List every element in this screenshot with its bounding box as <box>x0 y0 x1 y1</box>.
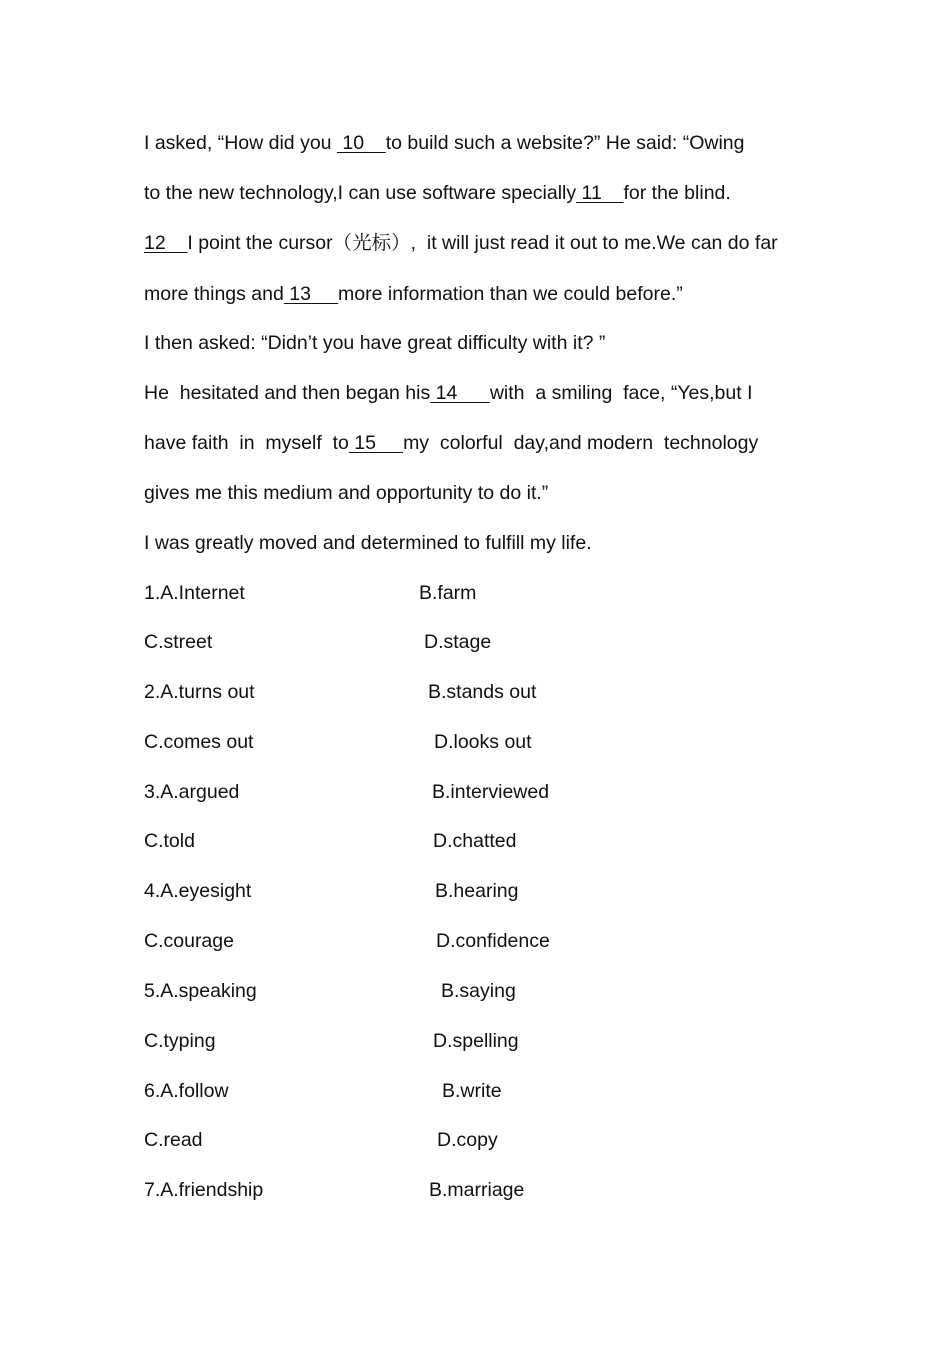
blank-13: 13 <box>283 283 339 305</box>
option-3-b: B.interviewed <box>432 781 550 803</box>
option-3-c: C.told <box>144 830 195 852</box>
option-4-a: 4.A.eyesight <box>144 880 252 902</box>
passage-text: I asked, “How did you <box>144 132 337 154</box>
option-1-d: D.stage <box>424 631 492 653</box>
option-2-d: D.looks out <box>434 731 532 753</box>
option-6-d: D.copy <box>437 1129 498 1151</box>
option-4-b: B.hearing <box>435 880 519 902</box>
passage-line-6 <box>144 381 753 405</box>
option-2-c: C.comes out <box>144 731 254 753</box>
passage-line-7 <box>144 431 758 455</box>
option-6-b: B.write <box>442 1080 502 1102</box>
option-3-d: D.chatted <box>433 830 517 852</box>
passage-line-4 <box>144 282 683 306</box>
option-6-a: 6.A.follow <box>144 1080 229 1102</box>
blank-14: 14 <box>430 382 490 404</box>
passage-text: more things and <box>144 283 284 305</box>
option-2-a: 2.A.turns out <box>144 681 255 703</box>
option-5-c: C.typing <box>144 1030 216 1052</box>
option-5-d: D.spelling <box>433 1030 519 1052</box>
option-7-a: 7.A.friendship <box>144 1179 264 1201</box>
passage-text: for the blind. <box>623 182 731 204</box>
passage-text: to build such a website?” He said: “Owing <box>385 132 745 154</box>
option-6-c: C.read <box>144 1129 203 1151</box>
blank-11: 11 <box>576 182 624 204</box>
passage-line-2 <box>144 181 731 205</box>
option-3-a: 3.A.argued <box>144 781 240 803</box>
passage-text: with a smiling face, “Yes,but I <box>489 382 753 404</box>
option-1-a: 1.A.Internet <box>144 582 245 604</box>
passage-text: I point the cursor（光标）, it will just read it out to me.We can do far <box>187 232 778 254</box>
option-7-b: B.marriage <box>429 1179 525 1201</box>
passage-line-8: gives me this medium and opportunity to do it.” <box>144 482 549 504</box>
passage-line-5: I then asked: “Didn’t you have great difficulty with it? ” <box>144 332 606 354</box>
passage-line-3 <box>144 231 778 255</box>
passage-line-1 <box>144 131 744 155</box>
blank-10: 10 <box>336 132 386 154</box>
passage-text: to the new technology,I can use software specially <box>144 182 577 204</box>
blank-15: 15 <box>348 432 404 454</box>
passage-text: my colorful day,and modern technology <box>403 432 759 454</box>
option-4-c: C.courage <box>144 930 234 952</box>
option-4-d: D.confidence <box>436 930 550 952</box>
option-5-b: B.saying <box>441 980 516 1002</box>
passage-text: He hesitated and then began his <box>144 382 431 404</box>
passage-text: more information than we could before.” <box>338 283 683 305</box>
option-5-a: 5.A.speaking <box>144 980 257 1002</box>
option-1-c: C.street <box>144 631 213 653</box>
option-1-b: B.farm <box>419 582 477 604</box>
passage-text: have faith in myself to <box>144 432 349 454</box>
option-2-b: B.stands out <box>428 681 537 703</box>
blank-12: 12 <box>144 232 188 254</box>
passage-line-9: I was greatly moved and determined to fulfill my life. <box>144 532 592 554</box>
